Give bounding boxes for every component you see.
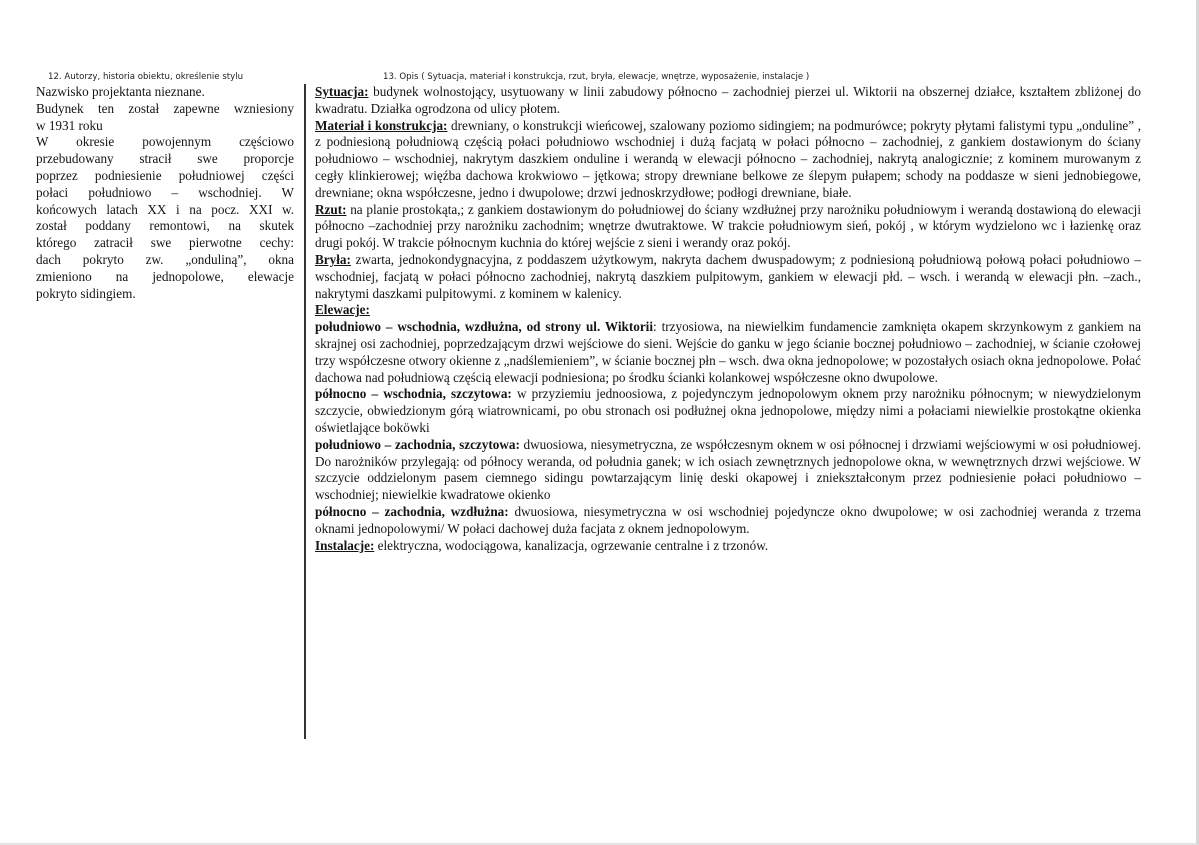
authors-history-section xyxy=(36,70,294,302)
elewacja-text: : trzyosiowa, na niewielkim fundamencie zamknięta okapem skrzynkowym z gankiem na skrajnej osi zachodniej, poprzedzającym drzwi wejściowe do sieni. Wejście do ganku w jego ścianie bocznej południowo – zachodniej, w ścianie czołowej trzy współczesne otwory okienne z „nadślemieniem”, w ścianie bocznej płn – wsch. dwa okna jednopolowe; w pozostałych osiach okna jednopolowe. Połać dachowa nad południową częścią elewacji podniesiona; po środku ścianki kolankowej współczesne okno dwupolowe. xyxy=(315,319,1141,385)
body-line: został poddany remontowi, na skutek xyxy=(36,218,294,234)
section-13-heading: 13. Opis ( Sytuacja, materiał i konstrukcja, rzut, bryła, elewacje, wnętrze, wyposażenie, instalacje ) xyxy=(383,72,810,82)
text-sytuacja: budynek wolnostojący, usytuowany w linii zabudowy północno – zachodniej pierzei ul. Wiktorii na obszernej działce, kształtem zbliżonej do kwadratu. Działka ogrodzona od ulicy płotem. xyxy=(315,84,1141,116)
elewacja-text: dwuosiowa, niesymetryczna, ze współczesnym oknem w osi północnej i drzwiami wejściowymi w osi południowej. Do narożników przylegają: od północy weranda, od południa ganek; w ich osiach zewnętrznych jednopolowe okna, w wewnętrznych drzwi wejściowe. W szczycie oddzielonym pasem ciemnego sidingu powtarzającym linię deski okapowej i zniekształconym przez podniesienie połaci południowo – wschodniej; niewielkie kwadratowe okienko xyxy=(315,436,1141,503)
paragraph-elewacja-2 xyxy=(315,386,1141,436)
body-line: zmieniono na jednopolowe, elewacje xyxy=(36,268,294,284)
body-line: połaci południowo – wschodniej. W xyxy=(36,184,294,200)
elewacja-title: południowo – zachodnia, szczytowa: xyxy=(315,436,520,452)
body-line: pokryto sidingiem. xyxy=(36,285,136,301)
elewacja-text: dwuosiowa, niesymetryczna w osi wschodniej pojedyncze okno dwupolowe; w osi zachodniej weranda z trzema oknami jednopolowymi/ W połaci dachowej duża facjata z oknem jednopolowym. xyxy=(315,503,1141,536)
text-bryla: zwarta, jednokondygnacyjna, z poddaszem użytkowym, nakryta dachem dwuspadowym; z podniesioną południową połową połaci południowo – wschodniej, facjatą w połaci północno zachodniej, nakrytą daszkiem pulpitowym, gankiem w elewacji płd. – wsch. i werandą w elewacji płn. –zach., nakrytymi daszkami pulpitowymi. z kominem w kalenicy. xyxy=(315,251,1141,301)
paragraph-bryla xyxy=(315,252,1141,302)
text-instalacje: elektryczna, wodociągowa, kanalizacja, ogrzewanie centralne i z trzonów. xyxy=(374,537,769,553)
paragraph-elewacja-4 xyxy=(315,504,1141,538)
body-line: Nazwisko projektanta nieznane. xyxy=(36,84,205,99)
section-13-body xyxy=(315,84,1141,554)
section-12-body xyxy=(36,84,294,302)
label-elewacje: Elewacje: xyxy=(315,302,370,318)
body-line: poprzez podniesienie południowej części xyxy=(36,167,294,183)
paragraph-elewacje xyxy=(315,302,1141,319)
label-rzut: Rzut: xyxy=(315,201,347,217)
paragraph-sytuacja xyxy=(315,84,1141,118)
body-line: którego zatracił swe pierwotne cechy: xyxy=(36,235,294,251)
elewacja-title: północno – wschodnia, szczytowa: xyxy=(315,386,512,402)
description-section xyxy=(315,70,1141,554)
text-material: drewniany, o konstrukcji wieńcowej, szalowany poziomo sidingiem; na podmurówce; pokryty płytami falistymi typu „onduline” , z podniesioną południową częścią połaci południowo wschodniej i dużą facjatą w połaci północno – zachodniej, z gankiem dostawionym do ściany południowo – wschodniej, nakrytym daszkiem onduline i werandą w elewacji północno – zachodniej, nakrytą analogicznie; z kominem murowanym z cegły klinkierowej; więźba dachowa krokwiowo – jętkowa; stropy drewniane belkowe ze ślepym pułapem; schody na poddasze w sieni jednobiegowe, drewniane; okna współczesne, jedno i dwupolowe; drzwi jednoskrzydłowe; podłogi drewniane, białe. xyxy=(315,117,1142,200)
elewacja-title: południowo – wschodnia, wzdłużna, od strony ul. Wiktorii xyxy=(315,319,654,335)
paragraph-elewacja-3 xyxy=(315,437,1141,504)
paragraph-rzut xyxy=(315,202,1141,252)
body-line: W okresie powojennym częściowo xyxy=(36,134,294,150)
paragraph-instalacje xyxy=(315,538,1141,555)
elewacja-text: w przyziemiu jednoosiowa, z pojedynczym jednopolowym oknem przy narożniku północnym; w niewydzielonym szczycie, obwiedzionym górą wiatrownicami, po obu stronach osi podłużnej okna jednopolowe, między nimi a połaciami niewielkie prostokątne okienka oświetlające boköwki xyxy=(315,386,1141,435)
paragraph-elewacja-1 xyxy=(315,319,1141,386)
label-sytuacja: Sytuacja: xyxy=(315,84,369,99)
label-material: Materiał i konstrukcja: xyxy=(315,117,448,133)
elewacja-title: północno – zachodnia, wzdłużna: xyxy=(315,503,509,519)
text-rzut: na planie prostokąta,; z gankiem dostawionym do południowej do ściany wzdłużnej przy narożniku południowym i werandą dostawioną do elewacji północno –zachodniej przy narożniku zachodnim; wnętrze dwutraktowe. W trakcie południowym sień, pokój , w którym wydzielono wc i łazienkę oraz drugi pokój. W trakcie północnym kuchnia do której wejście z sieni i werandy oraz pokój. xyxy=(315,201,1141,251)
body-line: końcowych latach XX i na pocz. XXI w. xyxy=(36,201,294,217)
label-bryla: Bryła: xyxy=(315,251,351,267)
label-instalacje: Instalacje: xyxy=(315,537,375,553)
column-divider xyxy=(304,84,306,739)
body-line: w 1931 roku xyxy=(36,117,103,133)
body-line: dach pokryto zw. „onduliną”, okna xyxy=(36,251,294,267)
body-line: Budynek ten został zapewne wzniesiony xyxy=(36,100,294,116)
section-12-heading: 12. Autorzy, historia obiektu, określenie stylu xyxy=(48,72,244,82)
body-line: przebudowany stracił swe proporcje xyxy=(36,151,294,167)
paragraph-material xyxy=(315,118,1141,202)
